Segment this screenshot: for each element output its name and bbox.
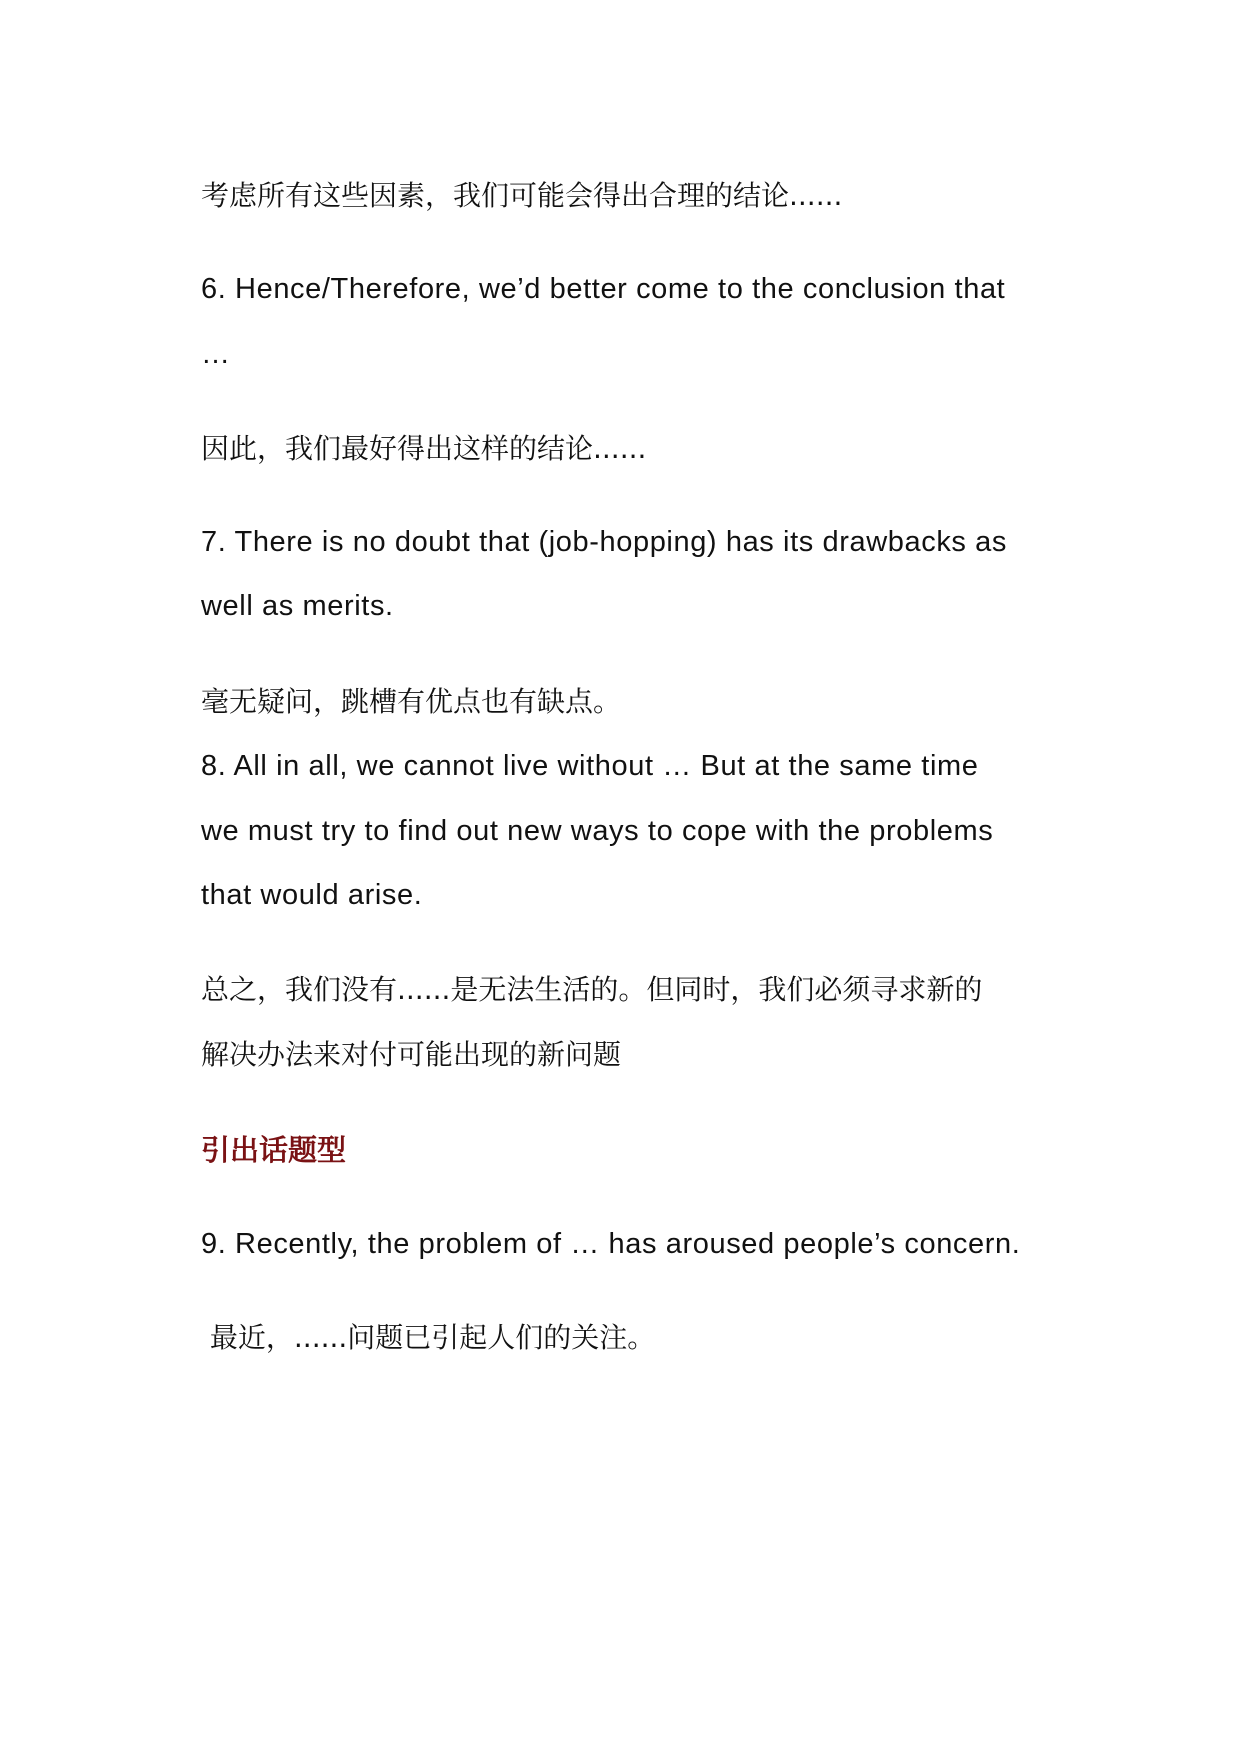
phrase-6-line-2: …: [201, 338, 231, 370]
phrase-7-translation: 毫无疑问，跳槽有优点也有缺点。: [201, 685, 622, 718]
phrase-8-line-3: that would arise.: [201, 879, 423, 911]
phrase-8-line-1: 8. All in all, we cannot live without … But at the same time: [201, 750, 979, 782]
phrase-6-translation: 因此，我们最好得出这样的结论......: [201, 432, 647, 465]
section-heading: 引出话题型: [201, 1133, 347, 1167]
phrase-8-line-2: we must try to find out new ways to cope with the problems: [201, 815, 994, 847]
phrase-6-line-1: 6. Hence/Therefore, we’d better come to the conclusion that: [201, 273, 1006, 305]
phrase-8-translation-line-1: 总之，我们没有......是无法生活的。但同时，我们必须寻求新的: [201, 973, 983, 1006]
phrase-8-translation-line-2: 解决办法来对付可能出现的新问题: [201, 1038, 622, 1071]
phrase-7-line-1: 7. There is no doubt that (job-hopping) has its drawbacks as: [201, 526, 1008, 558]
phrase-7-line-2: well as merits.: [201, 590, 394, 622]
conclusion-translation-5: 考虑所有这些因素，我们可能会得出合理的结论......: [201, 179, 843, 212]
phrase-9: 9. Recently, the problem of … has aroused people’s concern.: [201, 1228, 1021, 1260]
phrase-9-translation: 最近，......问题已引起人们的关注。: [201, 1321, 656, 1354]
